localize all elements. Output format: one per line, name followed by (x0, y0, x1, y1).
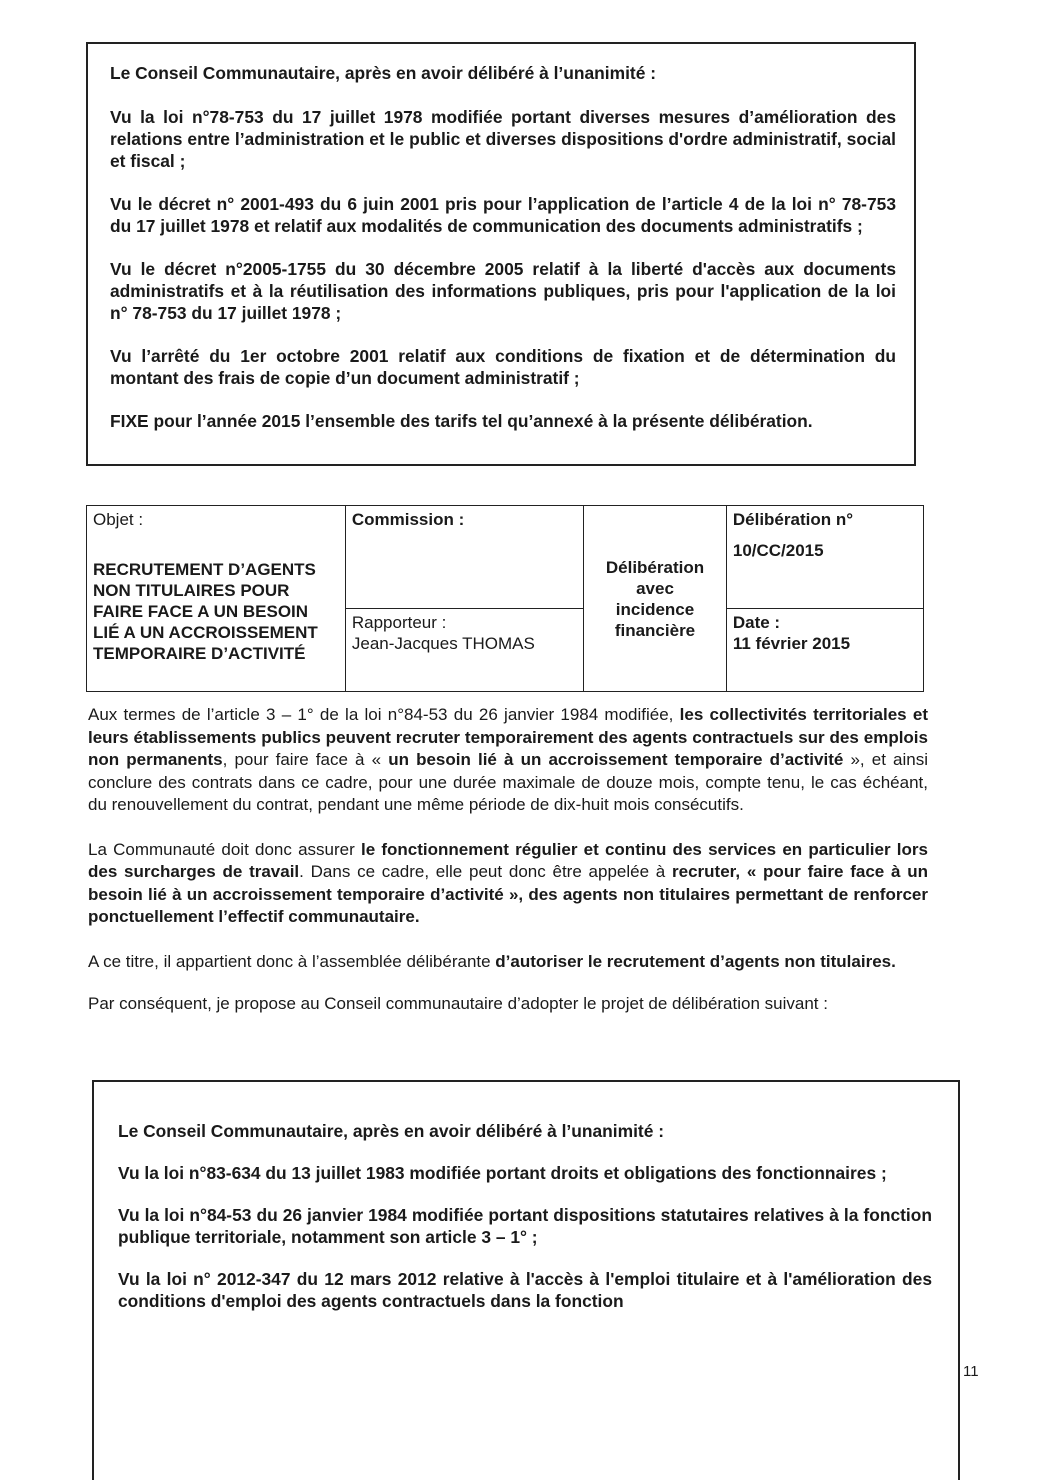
body-paragraph (88, 839, 928, 929)
rapporteur-label: Rapporteur : (351, 613, 447, 632)
body-paragraph: Par conséquent, je propose au Conseil communautaire d’adopter le projet de délibération suivant : (88, 994, 828, 1013)
objet-text: RECRUTEMENT D’AGENTS NON TITULAIRES POUR FAIRE FACE A UN BESOIN LIÉ A UN ACCROISSEMENT TEMPORAIRE D’ACTIVITÉ (93, 560, 318, 663)
deliberation-box-recrutement (92, 1080, 960, 1480)
text-run-bold: recruter, « pour faire face à un besoin lié à un accroissement temporaire d’activité », des agents non titulaires permettant de renforcer ponctuellement l’effectif communautaire. (88, 862, 929, 926)
visa-paragraph: Vu la loi n°84-53 du 26 janvier 1984 modifiée portant dispositions statutaires relatives à la fonction publique territoriale, notamment son article 3 – 1° ; (118, 1205, 932, 1247)
visa-paragraph: Vu la loi n°83-634 du 13 juillet 1983 modifiée portant droits et obligations des fonctionnaires ; (118, 1163, 887, 1183)
text-run: A ce titre, il appartient donc à l’assemblée délibérante (88, 951, 496, 971)
objet-cell (87, 506, 346, 692)
rapporteur-name: Jean-Jacques THOMAS (351, 634, 535, 653)
commission-cell (345, 506, 583, 609)
date-label: Date : (732, 613, 781, 632)
decision-paragraph: FIXE pour l’année 2015 l’ensemble des tarifs tel qu’annexé à la présente délibération. (110, 411, 813, 431)
text-run-bold: d’autoriser le recrutement d’agents non titulaires. (495, 951, 896, 971)
deliberation-box-tarifs (86, 42, 916, 466)
body-paragraph (88, 951, 928, 974)
explanatory-text (88, 704, 928, 1016)
text-run: Aux termes de l’article 3 – 1° de la loi n°84-53 du 26 janvier 1984 modifiée, (88, 705, 680, 724)
deliberation-number: 10/CC/2015 (732, 541, 824, 560)
deliberation-number-cell (726, 506, 923, 609)
visa-paragraph: Vu le décret n° 2001-493 du 6 juin 2001 pris pour l’application de l’article 4 de la loi n° 78-753 du 17 juillet 1978 et relatif aux modalités de communication des documents administratifs ; (110, 194, 896, 236)
deliberation-type-cell (584, 506, 727, 692)
text-run-bold: les collectivités territoriales et leurs établissements publics peuvent recruter temporairement des agents contractuels sur des emplois non permanents (88, 705, 928, 769)
rapporteur-cell (345, 609, 583, 692)
text-run-bold: un besoin lié à un accroissement temporaire d’activité (388, 750, 844, 769)
objet-label: Objet : (93, 510, 144, 529)
deliberation-meta-table (86, 505, 924, 692)
visa-paragraph: Vu la loi n° 2012-347 du 12 mars 2012 relative à l'accès à l'emploi titulaire et à l'amélioration des conditions d'emploi des agents contractuels dans la fonction (118, 1269, 932, 1311)
deliberation-type: Délibération avec incidence financière (605, 557, 705, 640)
visa-paragraph: Vu le décret n°2005-1755 du 30 décembre 2005 relatif à la liberté d'accès aux documents administratifs et à la réutilisation des informations publiques, pris pour l'application de la loi n° 78-753 du 17 juillet 1978 ; (110, 259, 896, 323)
page-number: 11 (963, 1363, 979, 1380)
text-run: . Dans ce cadre, elle peut donc être appelée à (299, 862, 673, 881)
deliberation-number-label: Délibération n° (732, 510, 854, 529)
text-run: , pour faire face à « (222, 750, 389, 769)
body-paragraph (88, 704, 928, 817)
commission-label: Commission : (351, 510, 465, 529)
box-heading: Le Conseil Communautaire, après en avoir délibéré à l’unanimité : (110, 63, 657, 83)
visa-paragraph: Vu l’arrêté du 1er octobre 2001 relatif aux conditions de fixation et de détermination du montant des frais de copie d’un document administratif ; (110, 346, 896, 388)
box-heading: Le Conseil Communautaire, après en avoir délibéré à l’unanimité : (118, 1121, 665, 1141)
visa-paragraph: Vu la loi n°78-753 du 17 juillet 1978 modifiée portant diverses mesures d’amélioration des relations entre l’administration et le public et diverses dispositions d'ordre administratif, social et fiscal ; (110, 107, 896, 171)
date-cell (726, 609, 923, 692)
text-run: », et ainsi conclure des contrats dans ce cadre, pour une durée maximale de douze mois, compte tenu, le cas échéant, du renouvellement du contrat, pendant une même période de dix-huit mois consécutifs. (88, 750, 928, 814)
date-value: 11 février 2015 (732, 634, 851, 653)
text-run-bold: le fonctionnement régulier et continu des services en particulier lors des surcharges de travail (88, 839, 928, 881)
text-run: La Communauté doit donc assurer (88, 839, 361, 859)
